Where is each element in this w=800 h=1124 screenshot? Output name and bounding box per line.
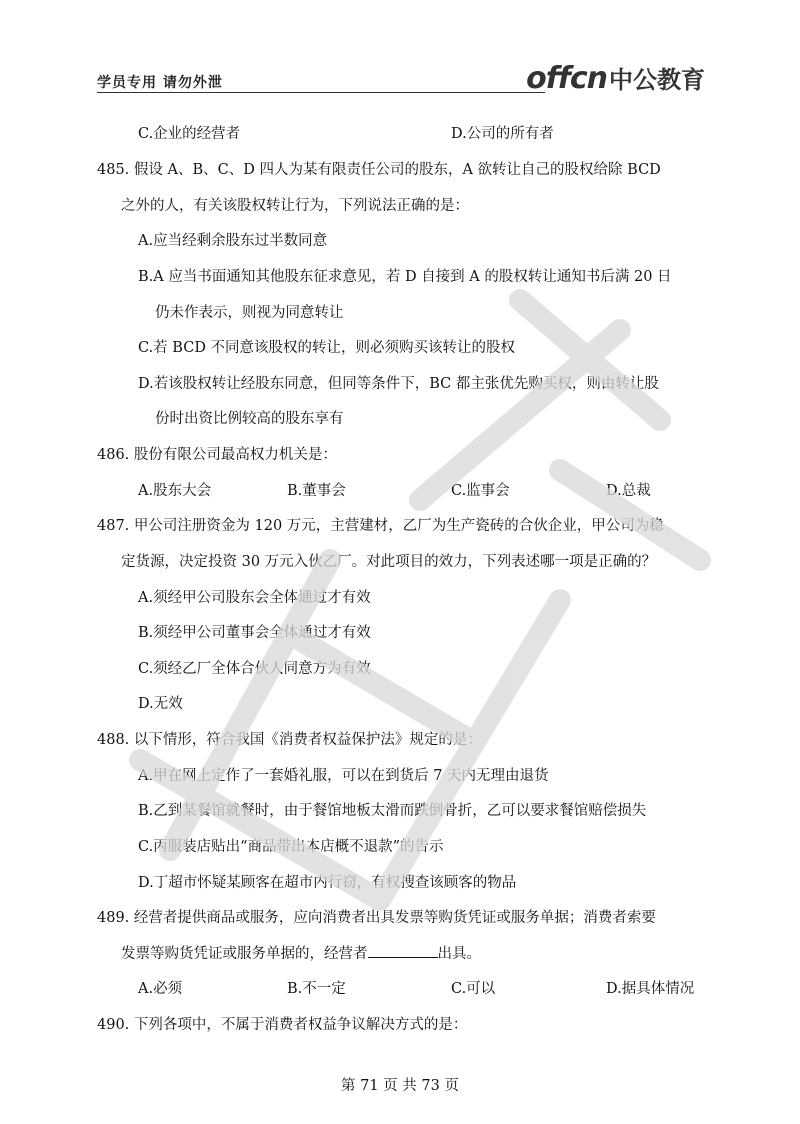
header-notice: 学员专用 请勿外泄 — [97, 75, 223, 91]
question-487-line2: 定货源，决定投资 30 万元入伙乙厂。对此项目的效力，下列表述哪一项是正确的？ — [121, 554, 657, 570]
question-488: 488. 以下情形，符合我国《消费者权益保护法》规定的是： — [97, 732, 482, 748]
question-488-option-b: B.乙到某餐馆就餐时，由于餐馆地板太滑而跌倒骨折，乙可以要求餐馆赔偿损失 — [138, 803, 647, 819]
question-485-option-a: A.应当经剩余股东过半数同意 — [138, 233, 328, 249]
question-485-option-d1: D.若该股权转让经股东同意，但同等条件下，BC 都主张优先购买权，则由转让股 — [138, 376, 659, 392]
question-486-option-d: D.总裁 — [606, 483, 651, 499]
question-489-line2 — [121, 942, 481, 963]
question-486: 486. 股份有限公司最高权力机关是： — [97, 447, 337, 463]
question-489-option-c: C.可以 — [451, 981, 496, 997]
logo-english: offcn — [526, 61, 607, 96]
question-489-option-d: D.据具体情况 — [606, 981, 695, 997]
brand-logo — [526, 60, 705, 96]
question-489-option-a: A.必须 — [138, 981, 183, 997]
question-485-option-b1: B.A 应当书面通知其他股东征求意见，若 D 自接到 A 的股权转让通知书后满 20 日 — [138, 269, 672, 285]
question-486-option-a: A.股东大会 — [138, 483, 212, 499]
question-489-text-after-blank: 出具。 — [437, 946, 481, 962]
question-486-option-b: B.董事会 — [287, 483, 346, 499]
question-485-option-c: C.若 BCD 不同意该股权的转让，则必须购买该转让的股权 — [138, 340, 516, 356]
question-489-option-b: B.不一定 — [287, 981, 346, 997]
question-487-line1: 487. 甲公司注册资金为 120 万元，主营建材，乙厂为生产瓷砖的合伙企业，甲公司为稳 — [97, 518, 664, 534]
question-485-option-d2: 份时出资比例较高的股东享有 — [155, 411, 344, 427]
logo-chinese: 中公教育 — [609, 66, 705, 94]
question-488-option-d: D.丁超市怀疑某顾客在超市内行窃，有权搜查该顾客的物品 — [138, 875, 517, 891]
question-489-text-before-blank: 发票等购货凭证或服务单据的，经营者 — [121, 946, 368, 962]
question-485-option-b2: 仍未作表示，则视为同意转让 — [155, 305, 344, 321]
question-487-option-a: A.须经甲公司股东会全体通过才有效 — [138, 590, 371, 606]
option-line: D.公司的所有者 — [451, 126, 554, 142]
answer-blank — [368, 943, 438, 958]
question-485-line2: 之外的人，有关该股权转让行为，下列说法正确的是： — [121, 198, 469, 214]
option-line: C.企业的经营者 — [138, 126, 241, 142]
question-487-option-b: B.须经甲公司董事会全体通过才有效 — [138, 625, 371, 641]
question-488-option-a: A.甲在网上定作了一套婚礼服，可以在到货后 7 天内无理由退货 — [138, 768, 549, 784]
question-489-line1: 489. 经营者提供商品或服务，应向消费者出具发票等购货凭证或服务单据；消费者索要 — [97, 910, 656, 926]
question-487-option-d: D.无效 — [138, 696, 183, 712]
page-header — [97, 56, 705, 96]
page-footer: 第 71 页 共 73 页 — [341, 1078, 459, 1094]
question-485-line1: 485. 假设 A、B、C、D 四人为某有限责任公司的股东，A 欲转让自己的股权给除 BCD — [97, 162, 661, 178]
question-488-option-c: C.丙服装店贴出“商品带出本店概不退款”的告示 — [138, 839, 444, 855]
question-490: 490. 下列各项中，不属于消费者权益争议解决方式的是： — [97, 1017, 468, 1033]
header-rule — [97, 92, 545, 93]
question-486-option-c: C.监事会 — [451, 483, 510, 499]
question-487-option-c: C.须经乙厂全体合伙人同意方为有效 — [138, 661, 371, 677]
